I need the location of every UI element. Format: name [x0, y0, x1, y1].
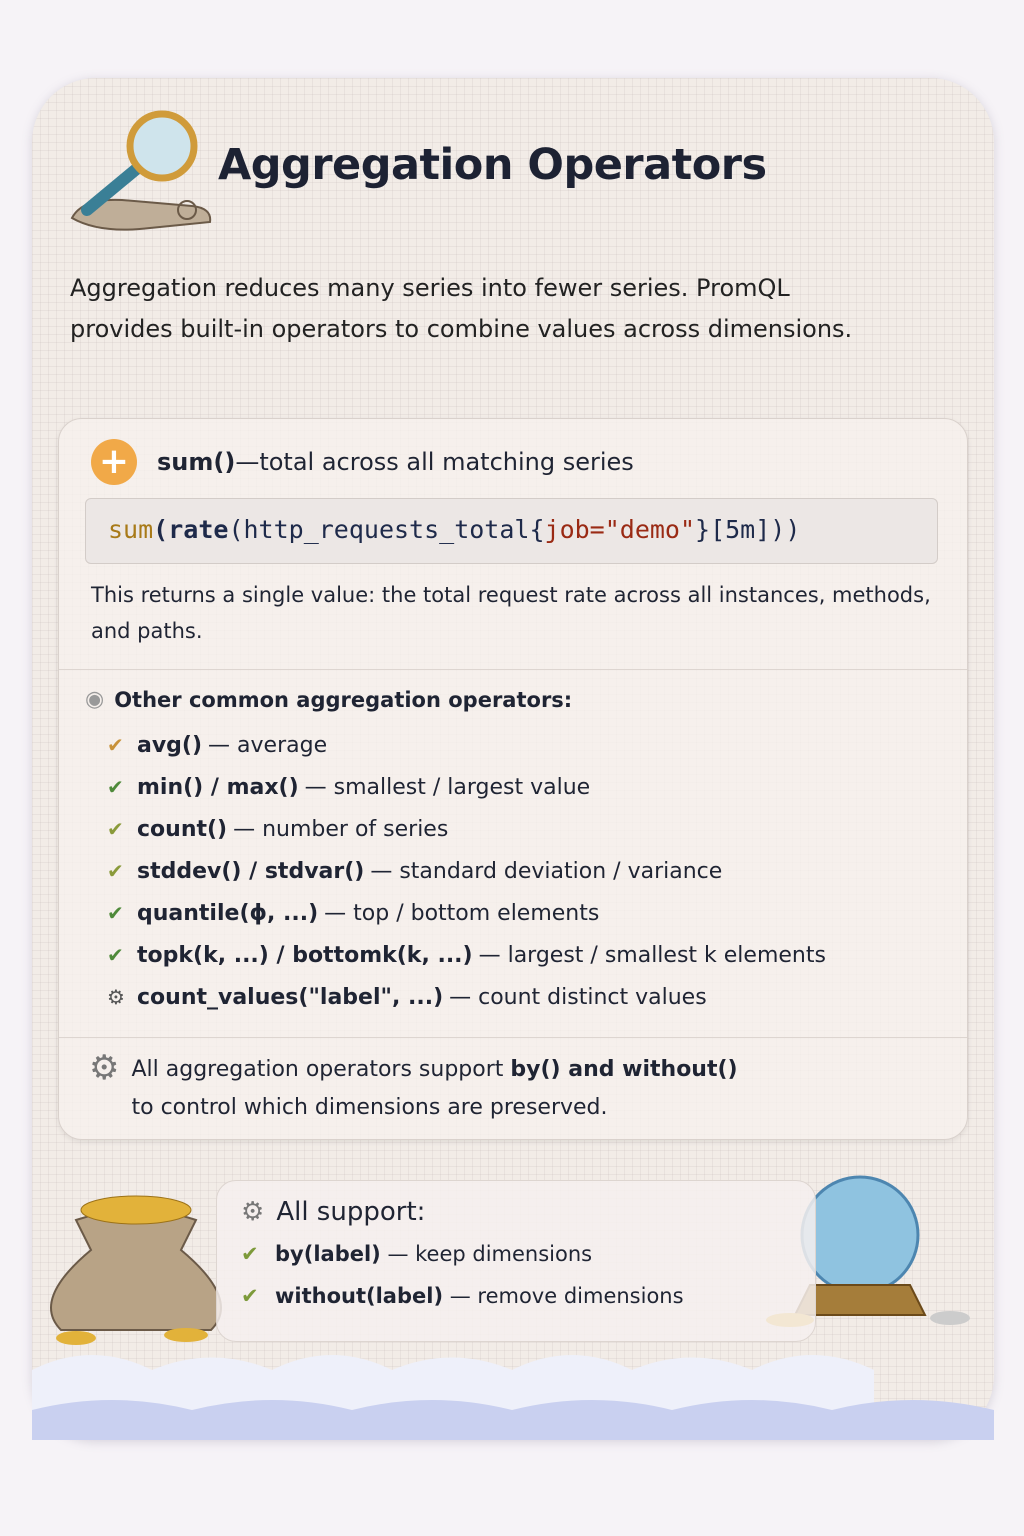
code-labels: job="demo": [544, 515, 696, 544]
note-pre: All aggregation operators support: [131, 1057, 511, 1082]
dash: —: [235, 448, 260, 476]
support-item: [241, 1233, 791, 1275]
operator-name: topk(k, ...) / bottomk(k, ...): [137, 942, 473, 968]
sum-op: sum(): [157, 448, 236, 476]
operator-name: avg(): [137, 732, 203, 758]
support-desc: — keep dimensions: [387, 1242, 593, 1266]
divider: [59, 669, 967, 670]
coin-bag-icon: [36, 1180, 236, 1350]
operator-item: [107, 724, 826, 766]
operator-desc: — number of series: [233, 816, 449, 842]
note-post: to control which dimensions are preserved.: [131, 1095, 608, 1120]
sum-explanation: This returns a single value: the total request rate across all instances, methods, and paths.: [91, 583, 931, 643]
sum-heading: [91, 439, 634, 485]
check-icon: ✔: [241, 1284, 259, 1308]
code-rate: rate: [168, 515, 229, 544]
sum-panel: [58, 418, 968, 1140]
gear-icon: ⚙: [107, 985, 125, 1009]
operator-name: quantile(ϕ, ...): [137, 900, 319, 926]
code-open: (: [153, 515, 169, 544]
others-heading: [85, 687, 572, 712]
code-close: }[5m])): [695, 515, 801, 544]
page-title: Aggregation Operators: [218, 140, 767, 190]
operator-name: count_values("label", ...): [137, 984, 444, 1010]
operator-item: [107, 892, 826, 934]
others-heading-text: Other common aggregation operators:: [114, 687, 573, 712]
code-block: [85, 498, 938, 564]
magnifier-scroll-icon: [62, 108, 222, 248]
operator-name: stddev() / stdvar(): [137, 858, 365, 884]
divider: [59, 1037, 967, 1038]
operator-list: [107, 724, 826, 1018]
operator-desc: — top / bottom elements: [324, 900, 600, 926]
support-desc: — remove dimensions: [449, 1284, 684, 1308]
operator-item: [107, 976, 826, 1018]
plus-icon: +: [91, 439, 137, 485]
sum-desc: total across all matching series: [259, 448, 634, 476]
operator-item: [107, 934, 826, 976]
support-op: by(label): [275, 1242, 381, 1266]
note-bold: by() and without(): [510, 1057, 738, 1082]
operator-desc: — smallest / largest value: [304, 774, 591, 800]
operator-name: min() / max(): [137, 774, 299, 800]
gear-icon: ⚙: [241, 1197, 265, 1227]
check-icon: ✔: [107, 901, 124, 925]
operator-desc: — standard deviation / variance: [370, 858, 723, 884]
operator-desc: — average: [208, 732, 328, 758]
support-item: [241, 1275, 791, 1317]
support-heading: All support:: [276, 1197, 426, 1227]
badge-check-icon: ◉: [85, 687, 105, 712]
check-icon: ✔: [107, 943, 124, 967]
note: [89, 1048, 738, 1127]
intro-text: Aggregation reduces many series into fewer series. PromQL provides built-in operators to combine values across dimensions.: [70, 274, 853, 343]
code-fn: sum: [108, 515, 154, 544]
operator-item: [107, 850, 826, 892]
support-box: [216, 1180, 816, 1342]
check-icon: ✔: [107, 775, 124, 799]
code-series: (http_requests_total{: [228, 515, 545, 544]
check-icon: ✔: [107, 859, 124, 883]
check-icon: ✔: [107, 733, 124, 757]
support-op: without(label): [275, 1284, 444, 1308]
check-icon: ✔: [241, 1242, 259, 1266]
operator-desc: — largest / smallest k elements: [478, 942, 826, 968]
gear-icon: ⚙: [89, 1048, 120, 1088]
operator-desc: — count distinct values: [449, 984, 707, 1010]
check-icon: ✔: [107, 817, 124, 841]
operator-item: [107, 766, 826, 808]
operator-name: count(): [137, 816, 228, 842]
operator-item: [107, 808, 826, 850]
